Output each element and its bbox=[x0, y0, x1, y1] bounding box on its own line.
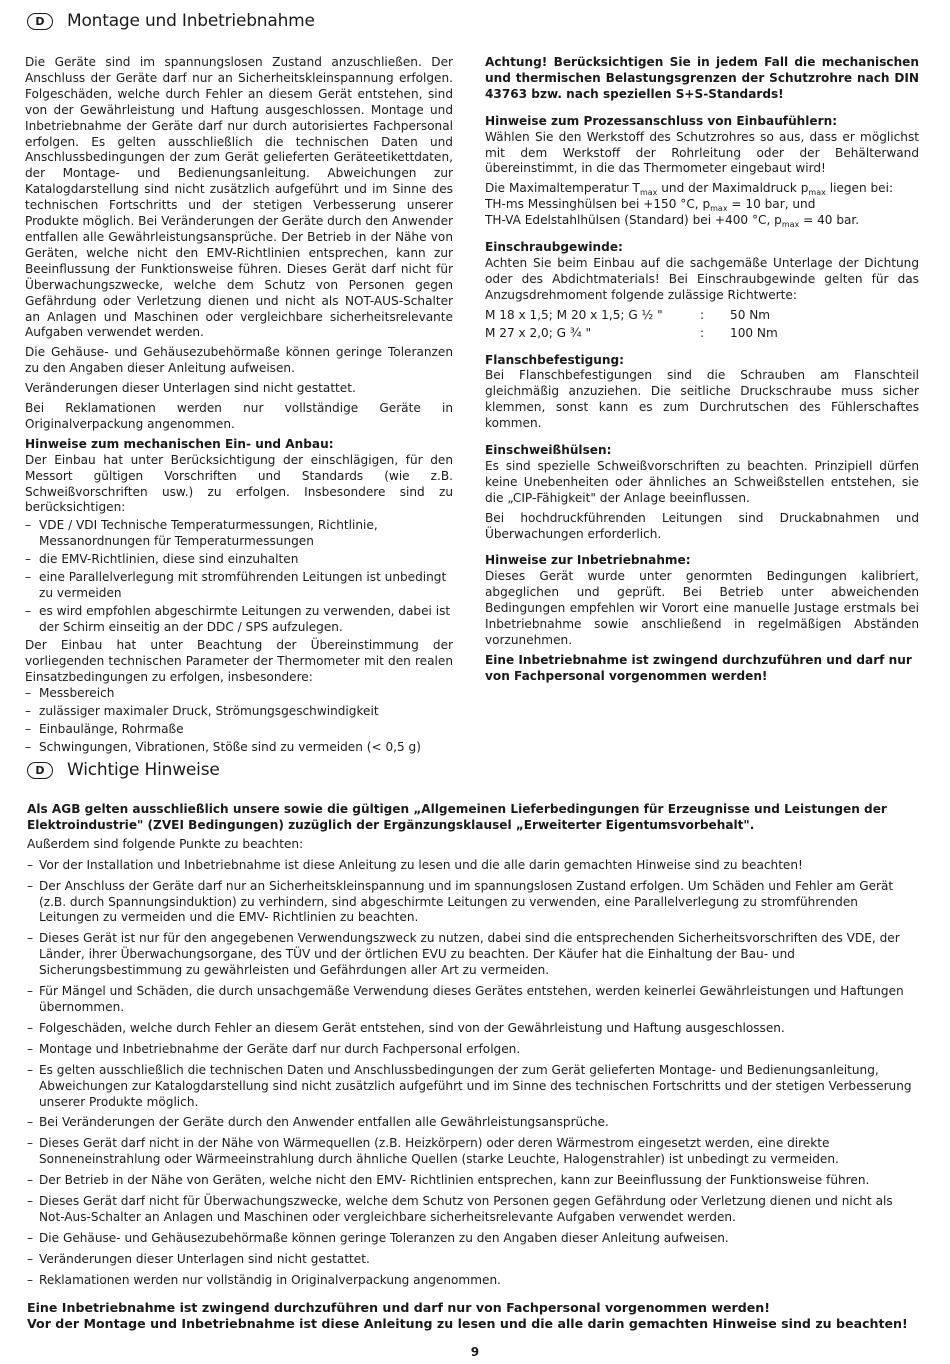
intro: Außerdem sind folgende Punkte zu beachten: bbox=[27, 836, 304, 851]
thread-row: M 27 x 2,0; G ¾ " : 100 Nm bbox=[485, 325, 778, 340]
list-item: – Veränderungen dieser Unterlagen sind nicht gestattet. bbox=[27, 1252, 913, 1268]
list-item: – Für Mängel und Schäden, die durch unsachgemäße Verwendung dieses Gerätes entstehen, werden keinerlei Gewährleistungen und Haftungen übernommen. bbox=[27, 984, 913, 1016]
list-item: – Einbaulänge, Rohrmaße bbox=[25, 722, 453, 738]
list-item: – Reklamationen werden nur vollständig in Originalverpackung angenommen. bbox=[27, 1273, 913, 1289]
list-item: – Schwingungen, Vibrationen, Stöße sind zu vermeiden (< 0,5 g) bbox=[25, 740, 453, 756]
list-item: – Die Gehäuse- und Gehäusezubehörmaße können geringe Toleranzen zu den Angaben dieser Anleitung aufweisen. bbox=[27, 1231, 913, 1247]
subheading-prozess: Hinweise zum Prozessanschluss von Einbaufühlern: bbox=[485, 113, 838, 128]
list-item: – Folgeschäden, welche durch Fehler an diesem Gerät entstehen, sind von der Gewährleistung und Haftung ausgeschlossen. bbox=[27, 1021, 913, 1037]
paragraph: Der Einbau hat unter Beachtung der Übereinstimmung der vorliegenden technischen Parameter der Thermometer mit den realen Einsatzbedingungen zu erfolgen, insbesondere: bbox=[25, 637, 453, 684]
subheading-mechanisch: Hinweise zum mechanischen Ein- und Anbau: bbox=[25, 436, 334, 451]
section-title: Wichtige Hinweise bbox=[67, 759, 220, 780]
thread-row: M 18 x 1,5; M 20 x 1,5; G ½ " : 50 Nm bbox=[485, 307, 771, 322]
list-item: – VDE / VDI Technische Temperaturmessungen, Richtlinie, Messanordnungen für Temperaturmessungen bbox=[25, 518, 453, 550]
list-item: – Messbereich bbox=[25, 686, 453, 702]
list-vorschriften bbox=[25, 518, 453, 635]
list-item: – Dieses Gerät darf nicht in der Nähe von Wärmequellen (z.B. Heizkörpern) oder deren Wärmestrom eingesetzt werden, eine direkte Sonneneinstrahlung oder Wärmeeinstrahlung durch ähnliche Quellen (starke Leuchte, Halogenstrahler) ist unbedingt zu vermeiden. bbox=[27, 1136, 913, 1168]
list-item: – Der Anschluss der Geräte darf nur an Sicherheitskleinspannung und im spannungslosen Zustand erfolgen. Um Schäden und Fehler am Gerät (z.B. durch Spannungsinduktion) zu verhindern, sind abgeschirmte Leitungen zu verwenden, eine Parallelverlegung zu stromführenden Leitungen zu vermeiden und die EMV- Richtlinien zu beachten. bbox=[27, 879, 913, 927]
list-item: – Vor der Installation und Inbetriebnahme ist diese Anleitung zu lesen und die alle darin gemachten Hinweise sind zu beachten! bbox=[27, 858, 913, 874]
final-note: Eine Inbetriebnahme ist zwingend durchzuführen und darf nur von Fachpersonal vorgenommen werden! bbox=[485, 652, 912, 683]
paragraph: Die Geräte sind im spannungslosen Zustand anzuschließen. Der Anschluss der Geräte darf nur an Sicherheitskleinspannung erfolgen. Folgeschäden, welche durch Fehler an diesem Gerät entstehen, sind von der Gewährleistung und Haftung ausgeschlossen. Montage und Inbetriebnahme der Geräte darf nur durch autorisiertes Fachpersonal erfolgen. Es gelten ausschließlich die technischen Daten und Anschlussbedingungen der zum Gerät gelieferten Geräteetikettdaten, der Montage- und Bedienungsanleitung. Abweichungen zur Katalogdarstellung sind nicht zusätzlich aufgeführt und im Sinne des technischen Fortschritts und der stetigen Verbesserung unserer Produkte möglich. Bei Veränderungen der Geräte durch den Anwender entfallen alle Gewährleistungsansprüche. Der Betrieb in der Nähe von Geräten, welche nicht den EMV-Richtlinien entsprechen, kann zur Beeinflussung der Funktionsweise führen. Dieses Gerät darf nicht für Überwachungszwecke, welche dem Schutz von Personen gegen Gefährdung oder Verletzung dienen und nicht als NOT-AUS-Schalter an Anlagen und Maschinen oder vergleichbare sicherheitsrelevante Aufgaben verwendet werden. bbox=[25, 55, 453, 340]
paragraph: Dieses Gerät wurde unter genormten Bedingungen kalibriert, abgeglichen und geprüft. Bei Betrieb unter abweichenden Bedingungen empfehlen wir Vorort eine manuelle Justage erstmals bei Inbetriebnahme sowie anschließend in regelmäßigen Abständen vorzunehmen. bbox=[485, 569, 919, 647]
section-heading-hinweise bbox=[27, 759, 220, 780]
language-badge: D bbox=[27, 13, 53, 30]
list-item: – Bei Veränderungen der Geräte durch den Anwender entfallen alle Gewährleistungsansprüche. bbox=[27, 1115, 913, 1131]
final-note-2: Vor der Montage und Inbetriebnahme ist diese Anleitung zu lesen und die alle darin gemachten Hinweise sind zu beachten! bbox=[27, 1315, 908, 1331]
paragraph: Achten Sie beim Einbau auf die sachgemäße Unterlage der Dichtung oder des Abdichtmaterials! Bei Einschraubgewinde gelten für das Anzugsdrehmoment folgende zulässige Richtwerte: bbox=[485, 255, 919, 302]
paragraph: Die Gehäuse- und Gehäusezubehörmaße können geringe Toleranzen zu den Angaben dieser Anleitung aufweisen. bbox=[25, 345, 453, 376]
agb-note: Als AGB gelten ausschließlich unsere sowie die gültigen „Allgemeinen Lieferbedingungen für Erzeugnisse und Leistungen der Elektroindustrie" (ZVEI Bedingungen) zuzüglich der Ergänzungsklausel „Erweiterter Eigentumsvorbehalt". bbox=[27, 802, 887, 832]
subheading-schweiss: Einschweißhülsen: bbox=[485, 443, 612, 458]
section-title: Montage und Inbetriebnahme bbox=[67, 10, 315, 31]
subheading-flansch: Flanschbefestigung: bbox=[485, 352, 624, 367]
subheading-gewinde: Einschraubgewinde: bbox=[485, 240, 623, 255]
va-values-line: TH-VA Edelstahlhülsen (Standard) bei +400 °C, $p_{max} = 40$ bar. bbox=[485, 213, 860, 230]
paragraph: Wählen Sie den Werkstoff des Schutzrohres so aus, dass er möglichst mit dem Werkstoff der Rohrleitung oder der Behälterwand übereinstimmt, in die das Thermometer eingebaut wird! bbox=[485, 129, 919, 176]
list-item: – Dieses Gerät ist nur für den angegebenen Verwendungszweck zu nutzen, dabei sind die entsprechenden Sicherheitsvorschriften des VDE, der Länder, ihrer Überwachungsorgane, des TÜV und der örtlichen EVU zu beachten. Der Käufer hat die Einhaltung der Bau- und Sicherungsbestimmung zu gewährleisten und Gefährdungen aller Art zu vermeiden. bbox=[27, 931, 913, 979]
paragraph: Es sind spezielle Schweißvorschriften zu beachten. Prinzipiell dürfen keine Unebenheiten oder ähnliches an Schweißstellen entstehen, sie die „CIP-Fähigkeit" der Anlage beeinflussen. bbox=[485, 458, 919, 505]
warning-achtung: Achtung! Berücksichtigen Sie in jedem Fall die mechanischen und thermischen Belastungsgrenzen der Schutzrohre nach DIN 43763 bzw. nach speziellen S+S-Standards! bbox=[485, 55, 919, 101]
left-column bbox=[25, 55, 453, 758]
hinweise-list bbox=[27, 858, 913, 1289]
list-item: – Es gelten ausschließlich die technischen Daten und Anschlussbedingungen der zum Gerät gelieferten Montage- und Bedienungsanleitung, Abweichungen zur Katalogdarstellung sind nicht zusätzlich aufgeführt und im Sinne des technischen Fortschritts und der stetigen Verbesserung unserer Produkte möglich. bbox=[27, 1063, 913, 1111]
list-item: – Dieses Gerät darf nicht für Überwachungszwecke, welche dem Schutz von Personen gegen Gefährdung oder Verletzung dienen und nicht als Not-Aus-Schalter an Anlagen und Maschinen oder vergleichbare sicherheitsrelevante Aufgaben verwendet werden. bbox=[27, 1194, 913, 1226]
page-number: 9 bbox=[470, 1345, 480, 1359]
list-item: – zulässiger maximaler Druck, Strömungsgeschwindigkeit bbox=[25, 704, 453, 720]
list-parameter bbox=[25, 686, 453, 756]
final-note-1: Eine Inbetriebnahme ist zwingend durchzuführen und darf nur von Fachpersonal vorgenommen werden! bbox=[27, 1300, 770, 1315]
ms-values-line: TH-ms Messinghülsen bei +150 °C, $p_{max} = 10$ bar, und bbox=[485, 197, 816, 214]
paragraph: Bei hochdruckführenden Leitungen sind Druckabnahmen und Überwachungen erforderlich. bbox=[485, 510, 919, 541]
final-notes bbox=[27, 1300, 913, 1332]
list-item: – eine Parallelverlegung mit stromführenden Leitungen ist unbedingt zu vermeiden bbox=[25, 570, 453, 602]
language-badge: D bbox=[27, 762, 53, 779]
list-item: – Der Betrieb in der Nähe von Geräten, welche nicht den EMV- Richtlinien entsprechen, kann zur Beeinflussung der Funktionsweise führen. bbox=[27, 1173, 913, 1189]
list-item: – es wird empfohlen abgeschirmte Leitungen zu verwenden, dabei ist der Schirm einseitig an der DDC / SPS aufzulegen. bbox=[25, 604, 453, 636]
section-heading-montage bbox=[27, 10, 315, 31]
paragraph: Der Einbau hat unter Berücksichtigung der einschlägigen, für den Messort gültigen Vorschriften und Standards (wie z.B. Schweißvorschriften usw.) zu erfolgen. Insbesondere sind zu berücksichtigen: bbox=[25, 452, 453, 515]
right-column bbox=[485, 55, 919, 689]
hinweise-body bbox=[27, 802, 913, 1294]
list-item: – die EMV-Richtlinien, diese sind einzuhalten bbox=[25, 552, 453, 568]
max-values-line: Die Maximaltemperatur $T_{max}$ und der Maximaldruck $p_{max}$ liegen bei: bbox=[485, 181, 894, 198]
paragraph: Bei Flanschbefestigungen sind die Schrauben am Flanschteil gleichmäßig anzuziehen. Die seitliche Druckschraube muss sicher klemmen, sonst kann es zum Durchrutschen des Fühlerschaftes kommen. bbox=[485, 368, 919, 431]
list-item: – Montage und Inbetriebnahme der Geräte darf nur durch Fachpersonal erfolgen. bbox=[27, 1042, 913, 1058]
paragraph: Bei Reklamationen werden nur vollständige Geräte in Originalverpackung angenommen. bbox=[25, 401, 453, 431]
paragraph: Veränderungen dieser Unterlagen sind nicht gestattet. bbox=[25, 381, 356, 396]
subheading-inbetriebnahme: Hinweise zur Inbetriebnahme: bbox=[485, 553, 691, 568]
